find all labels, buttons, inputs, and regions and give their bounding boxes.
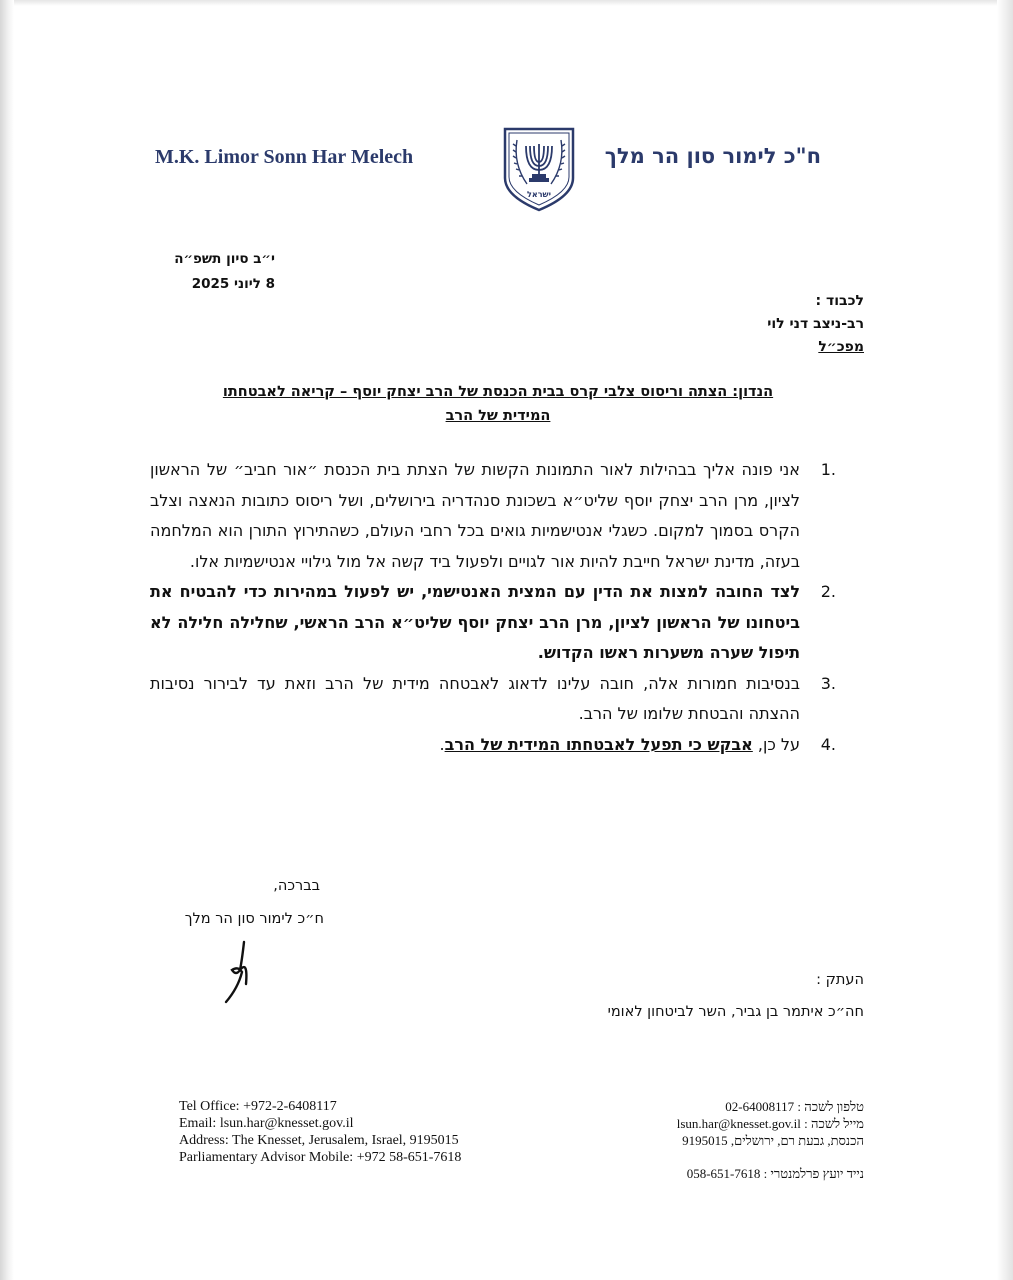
item-text-emphasis: אבקש כי תפעל לאבטחתו המידית של הרב — [444, 734, 753, 754]
handwritten-signature — [218, 940, 258, 1006]
recipient-title: מפכ״ל — [818, 339, 864, 355]
footer-email-he: מייל לשכה : lsun.har@knesset.gov.il — [676, 1116, 864, 1131]
hebrew-date: י״ב סיון תשפ״ה — [174, 251, 275, 267]
footer-tel: Tel Office: +972-2-6408117 — [179, 1099, 337, 1114]
item-number: 1. — [820, 460, 836, 479]
recipient-name: רב-ניצב דני לוי — [767, 316, 864, 332]
subject-line — [160, 380, 836, 428]
footer-address: Address: The Knesset, Jerusalem, Israel, 9195015 — [179, 1133, 459, 1148]
cc-block — [504, 964, 864, 1028]
header-name-hebrew: ח"כ לימור סון הר מלך — [604, 144, 821, 168]
recipient-label: לכבוד : — [815, 293, 864, 309]
item-text-prefix: על כן, — [757, 734, 800, 754]
subject-line-1: הנדון: הצתה וריסוס צלבי קרס בבית הכנסת של הרב יצחק יוסף – קריאה לאבטחתו — [222, 384, 774, 400]
item-number: 3. — [820, 673, 836, 693]
list-item — [150, 669, 836, 730]
page-shadow-left — [0, 0, 14, 1280]
date-block — [135, 247, 275, 297]
footer-tel-he: טלפון לשכה : 02-64008117 — [725, 1099, 864, 1114]
item-text-suffix: . — [439, 734, 445, 754]
page-edge — [0, 0, 1013, 6]
cc-recipient: חה״כ איתמר בן גביר, השר לביטחון לאומי — [607, 1004, 864, 1020]
footer-advisor-he: נייד יועץ פרלמנטרי : 058-651-7618 — [686, 1166, 864, 1181]
page-shadow-right — [997, 0, 1013, 1280]
emblem-caption: ישראל — [527, 190, 551, 199]
numbered-list — [150, 455, 836, 760]
israel-emblem-icon — [501, 126, 577, 212]
cc-label: העתק : — [816, 972, 864, 988]
closing-block — [154, 870, 324, 936]
footer-contact-hebrew — [604, 1098, 864, 1182]
footer-contact-english — [179, 1098, 491, 1166]
item-number: 4. — [820, 734, 836, 754]
gregorian-date: 8 ליוני 2025 — [191, 276, 275, 292]
item-text: לצד החובה למצות את הדין עם המצית האנטישמי, יש לפעול במהירות כדי להבטיח את ביטחונו של הראשון לציון, מרן הרב יצחק יוסף שליט״א הרב הראשי, שחלילה חלילה לא תיפול שערה משערות ראשו הקדוש. — [150, 582, 800, 662]
item-number: 2. — [820, 582, 836, 601]
signer-name: ח״כ לימור סון הר מלך — [184, 911, 324, 927]
footer-email: Email: lsun.har@knesset.gov.il — [179, 1116, 354, 1131]
footer-address-he: הכנסת, גבעת רם, ירושלים, 9195015 — [682, 1133, 864, 1148]
item-text: אני פונה אליך בבהילות לאור התמונות הקשות של הצתת בית הכנסת ״אור חביב״ של הראשון לציון, מרן הרב יצחק יוסף שליט״א בשכונת סנהדריה בירושלים, ושל ריסוס כתובות הנאצה וצלב הקרס בסמוך למקום. כשגלי אנטישמיות גואים בכל רחבי העולם, כשהתירוץ התורן הוא המלחמה בעזה, מדינת ישראל חייבת להיות אור לגויים ולפעול ביד קשה אל מול גילויי אנטישמיות אלו. — [150, 460, 800, 571]
list-item — [150, 577, 836, 669]
footer-advisor: Parliamentary Advisor Mobile: +972 58-651-7618 — [179, 1150, 462, 1165]
recipient-block — [564, 290, 864, 359]
item-text: בנסיבות חמורות אלה, חובה עלינו לדאוג לאבטחה מידית של הרב וזאת עד לבירור נסיבות ההצתה והבטחת שלומו של הרב. — [150, 673, 800, 723]
subject-line-2: המידית של הרב — [445, 408, 551, 424]
list-item — [150, 730, 836, 761]
header-name-english: M.K. Limor Sonn Har Melech — [155, 146, 414, 168]
list-item — [150, 455, 836, 577]
closing-greeting: בברכה, — [273, 878, 320, 894]
